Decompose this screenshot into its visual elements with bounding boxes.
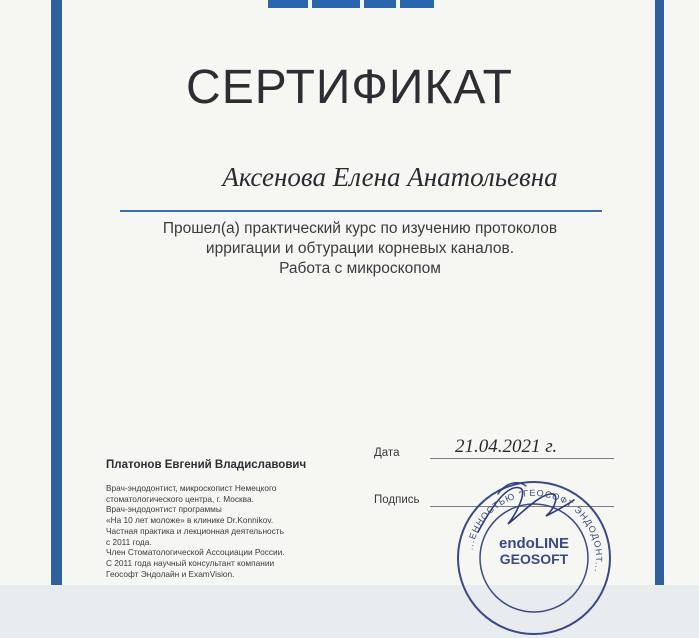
description-line: ирригации и обтурации корневых каналов.	[205, 240, 515, 257]
bio-line: С 2011 года научный консультант компании	[106, 557, 275, 568]
stamp-logo-geosoft: GEOSOFT	[499, 551, 569, 567]
signature-label: Подпись	[374, 494, 420, 506]
bio-line: с 2011 года.	[106, 536, 152, 547]
bio-line: «На 10 лет моложе» в клинике Dr.Konnikov.	[106, 515, 274, 526]
bio-line: Геософт Эндолайн и ExamVision.	[106, 568, 235, 579]
signer-name: Платонов Евгений Владиславович	[106, 459, 307, 471]
handwritten-signature	[468, 474, 578, 544]
bio-line: Частная практика и лекционная деятельность	[106, 525, 284, 536]
date-value: 21.04.2021 г.	[455, 436, 558, 457]
top-logo-partial	[268, 0, 434, 8]
bio-line: Член Стоматологической Ассоциации России.	[106, 547, 285, 558]
date-label: Дата	[374, 447, 400, 459]
stamp-ring-text: ...ЕННОСТЬЮ "ГЕОСОФТ ЭНДОДОНТ...	[464, 487, 605, 574]
bio-line: стоматологического центра, г. Москва.	[106, 493, 254, 504]
signer-bio	[106, 483, 346, 579]
recipient-name: Аксенова Елена Анатольевна	[222, 162, 558, 192]
date-underline	[430, 458, 614, 459]
course-description	[100, 219, 620, 279]
description-line: Работа с микроскопом	[279, 260, 441, 277]
name-underline	[120, 210, 602, 212]
bio-line: Врач-эндодонтист, микроскопист Немецкого	[106, 483, 277, 493]
stamp-logo-endoline: endoLINE	[499, 535, 569, 552]
certificate-title: СЕРТИФИКАТ	[186, 61, 513, 114]
description-line: Прошел(а) практический курс по изучению протоколов	[162, 220, 558, 237]
bio-line: Врач-эндодонтист программы	[106, 504, 222, 515]
